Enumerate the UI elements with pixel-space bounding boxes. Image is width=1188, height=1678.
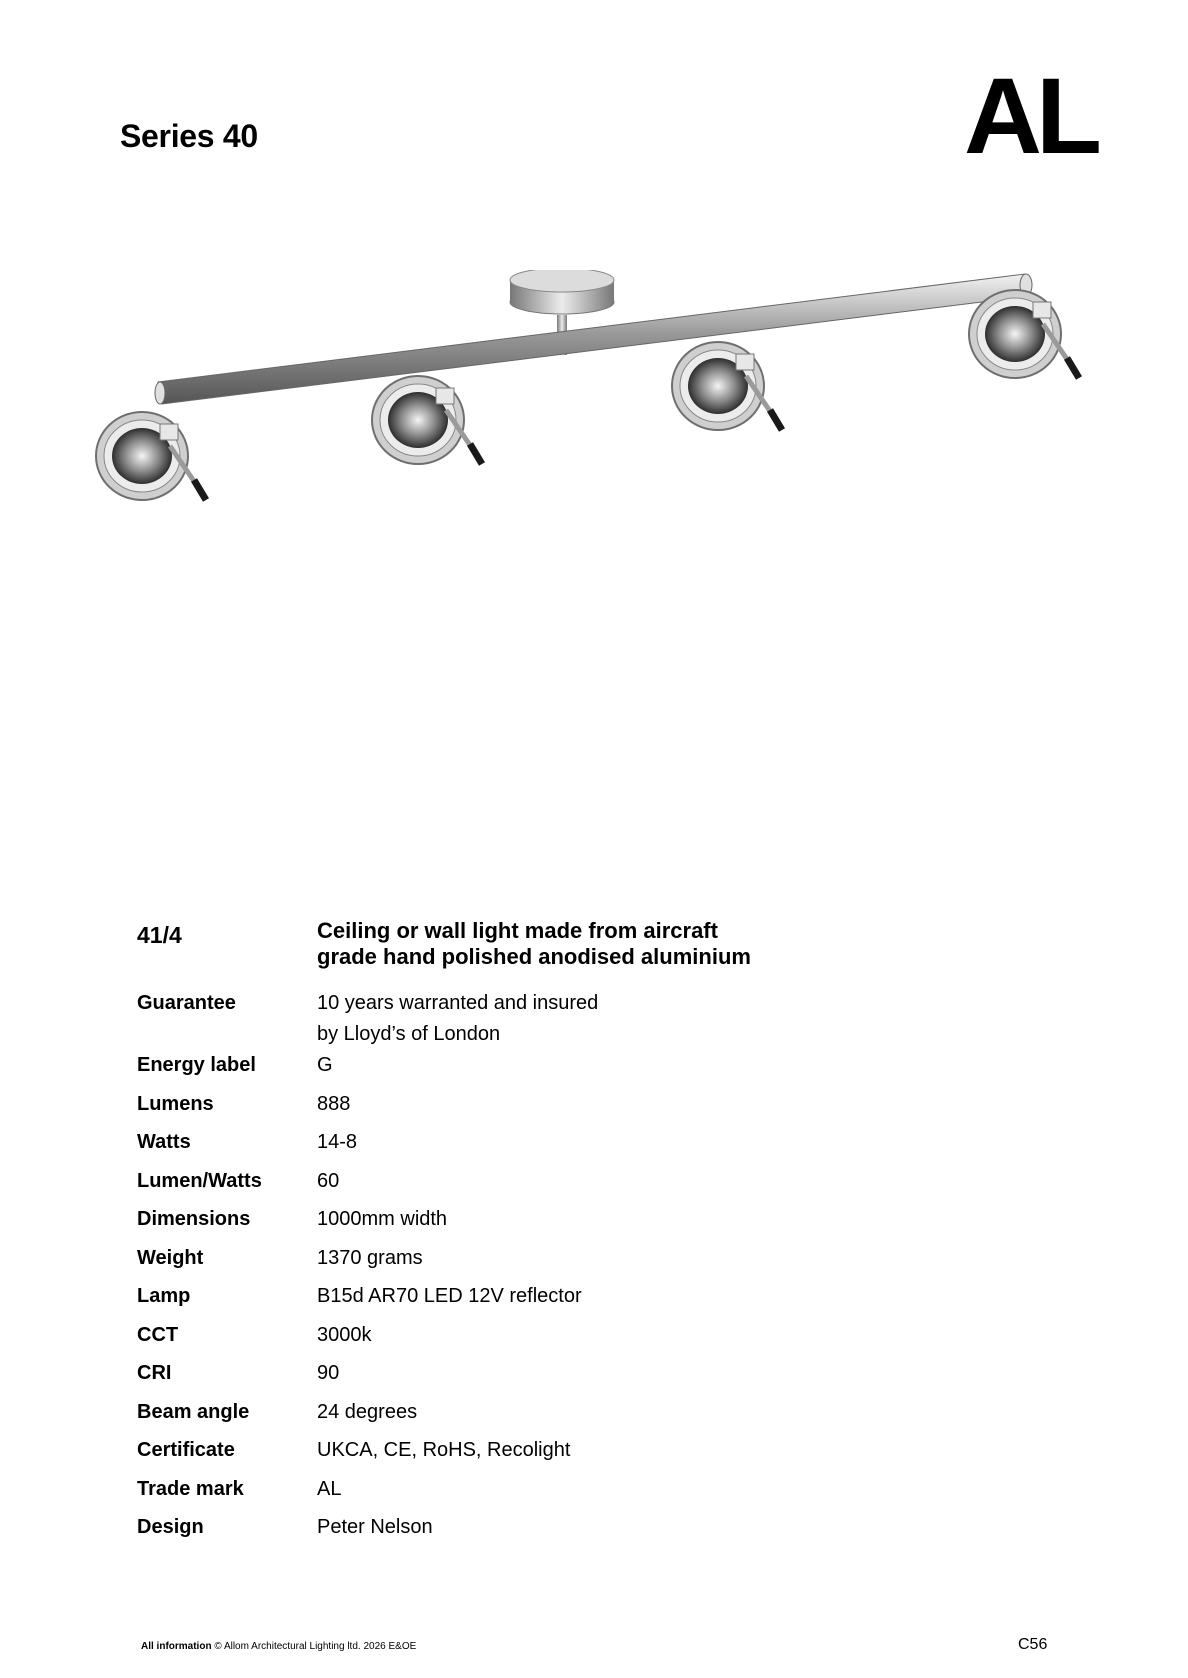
- spec-value: 14-8: [317, 1131, 358, 1153]
- spec-block: [137, 918, 1037, 1551]
- spec-label: Lumens: [137, 1092, 214, 1115]
- brand-logo: AL: [964, 55, 1096, 176]
- spec-row: [137, 988, 1037, 1050]
- spec-row: [137, 1281, 1037, 1320]
- spec-row: [137, 1435, 1037, 1474]
- spec-label: Lumen/Watts: [137, 1169, 262, 1192]
- spec-value: 60: [317, 1169, 340, 1192]
- spec-label: Lamp: [137, 1285, 191, 1307]
- spec-row: [137, 1166, 1037, 1205]
- spec-label: Dimensions: [137, 1208, 251, 1230]
- spec-value: B15d AR70 LED 12V reflector: [317, 1285, 582, 1307]
- spec-value: 888: [317, 1092, 351, 1115]
- spec-label: Watts: [137, 1131, 191, 1153]
- spec-row: [137, 1397, 1037, 1436]
- spec-value: Peter Nelson: [317, 1516, 433, 1538]
- spec-value: 10 years warranted and insured by Lloyd’s of London: [317, 992, 599, 1045]
- spec-value: UKCA, CE, RoHS, Recolight: [317, 1439, 571, 1461]
- spec-value: 90: [317, 1362, 340, 1384]
- spec-row: [137, 1050, 1037, 1089]
- product-description: Ceiling or wall light made from aircraft grade hand polished anodised aluminium: [317, 918, 751, 969]
- footer-info-text: © Allom Architectural Lighting ltd. 2026 E&OE: [214, 1641, 417, 1652]
- spec-label: Beam angle: [137, 1400, 250, 1423]
- series-title: Series 40: [120, 118, 258, 154]
- spec-label: Guarantee: [137, 992, 236, 1014]
- spec-label: Design: [137, 1516, 204, 1538]
- spec-label: CRI: [137, 1362, 172, 1384]
- spec-row: [137, 1204, 1037, 1243]
- spec-label: Weight: [137, 1246, 204, 1269]
- spec-label: CCT: [137, 1323, 179, 1346]
- spec-value: G: [317, 1054, 333, 1076]
- spec-value: 1000mm width: [317, 1208, 448, 1230]
- spec-value: 24 degrees: [317, 1400, 418, 1423]
- spec-value: 3000k: [317, 1323, 372, 1346]
- spec-row: [137, 1474, 1037, 1513]
- spec-row: [137, 1243, 1037, 1282]
- spec-row: [137, 1512, 1037, 1551]
- spec-value: AL: [317, 1477, 342, 1500]
- footer-info-label: All information: [141, 1641, 212, 1652]
- spec-label: Energy label: [137, 1054, 256, 1076]
- spec-row: [137, 1127, 1037, 1166]
- footer-note: [141, 1641, 416, 1652]
- spec-table: [137, 988, 1037, 1551]
- product-code: 41/4: [137, 922, 182, 948]
- page-number: C56: [1018, 1636, 1048, 1653]
- product-image: [90, 270, 1140, 560]
- spec-value: 1370 grams: [317, 1246, 423, 1269]
- spec-label: Trade mark: [137, 1477, 244, 1500]
- spec-label: Certificate: [137, 1439, 235, 1461]
- spec-row: [137, 1089, 1037, 1128]
- spec-row: [137, 1358, 1037, 1397]
- spec-row: [137, 1320, 1037, 1359]
